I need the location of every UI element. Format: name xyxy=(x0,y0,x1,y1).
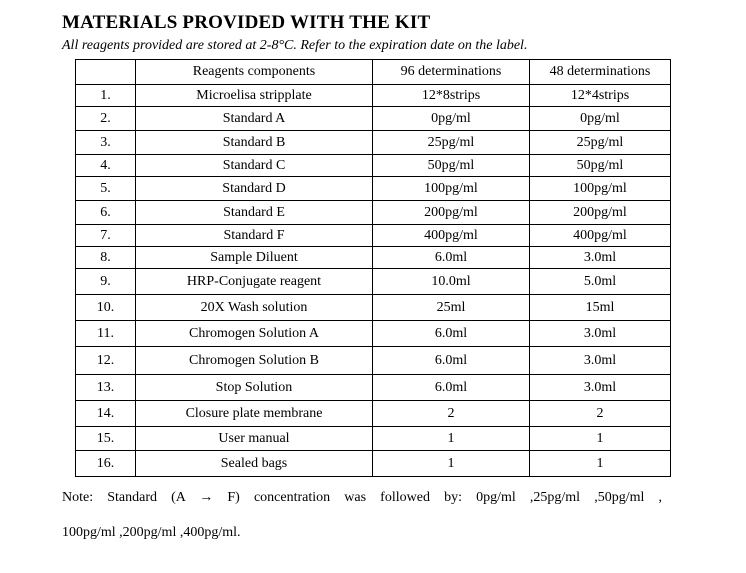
determination-48-cell: 1 xyxy=(530,451,671,477)
header-reagents-components: Reagents components xyxy=(136,60,373,85)
determination-96-cell: 12*8strips xyxy=(373,85,530,107)
reagent-name-cell: HRP-Conjugate reagent xyxy=(136,269,373,295)
header-96-determinations: 96 determinations xyxy=(373,60,530,85)
row-number-cell: 3. xyxy=(76,131,136,155)
determination-96-cell: 25pg/ml xyxy=(373,131,530,155)
determination-48-cell: 3.0ml xyxy=(530,347,671,375)
row-number-cell: 11. xyxy=(76,321,136,347)
row-number-cell: 12. xyxy=(76,347,136,375)
reagent-name-cell: Sample Diluent xyxy=(136,247,373,269)
header-number xyxy=(76,60,136,85)
table-row xyxy=(76,269,671,295)
row-number-cell: 8. xyxy=(76,247,136,269)
determination-96-cell: 6.0ml xyxy=(373,321,530,347)
table-row xyxy=(76,295,671,321)
table-row xyxy=(76,347,671,375)
determination-96-cell: 50pg/ml xyxy=(373,155,530,177)
reagent-name-cell: Chromogen Solution A xyxy=(136,321,373,347)
reagent-name-cell: Standard C xyxy=(136,155,373,177)
page-title: MATERIALS PROVIDED WITH THE KIT xyxy=(62,12,431,33)
row-number-cell: 9. xyxy=(76,269,136,295)
determination-48-cell: 3.0ml xyxy=(530,375,671,401)
reagent-name-cell: Standard A xyxy=(136,107,373,131)
determination-48-cell: 3.0ml xyxy=(530,247,671,269)
row-number-cell: 13. xyxy=(76,375,136,401)
table-row xyxy=(76,107,671,131)
row-number-cell: 16. xyxy=(76,451,136,477)
reagent-name-cell: Microelisa stripplate xyxy=(136,85,373,107)
table-row xyxy=(76,401,671,427)
table-row xyxy=(76,177,671,201)
table-body xyxy=(76,85,671,477)
determination-96-cell: 400pg/ml xyxy=(373,225,530,247)
reagent-name-cell: Sealed bags xyxy=(136,451,373,477)
reagent-name-cell: Closure plate membrane xyxy=(136,401,373,427)
row-number-cell: 5. xyxy=(76,177,136,201)
reagent-name-cell: User manual xyxy=(136,427,373,451)
row-number-cell: 7. xyxy=(76,225,136,247)
note-line-1: Note: Standard (A → F) concentration was followed by: 0pg/ml ,25pg/ml ,50pg/ml , xyxy=(62,490,662,505)
table-row xyxy=(76,131,671,155)
reagent-name-cell: Standard B xyxy=(136,131,373,155)
determination-96-cell: 100pg/ml xyxy=(373,177,530,201)
table-row xyxy=(76,225,671,247)
table-row xyxy=(76,321,671,347)
row-number-cell: 1. xyxy=(76,85,136,107)
table-row xyxy=(76,451,671,477)
determination-96-cell: 6.0ml xyxy=(373,347,530,375)
determination-96-cell: 10.0ml xyxy=(373,269,530,295)
row-number-cell: 4. xyxy=(76,155,136,177)
determination-48-cell: 3.0ml xyxy=(530,321,671,347)
row-number-cell: 10. xyxy=(76,295,136,321)
determination-96-cell: 1 xyxy=(373,451,530,477)
determination-48-cell: 2 xyxy=(530,401,671,427)
table-row xyxy=(76,155,671,177)
table-row xyxy=(76,85,671,107)
determination-96-cell: 1 xyxy=(373,427,530,451)
storage-subtitle: All reagents provided are stored at 2-8°C. Refer to the expiration date on the label. xyxy=(62,38,528,53)
note-line-2: 100pg/ml ,200pg/ml ,400pg/ml. xyxy=(62,525,241,540)
table-row xyxy=(76,427,671,451)
table-row xyxy=(76,247,671,269)
determination-96-cell: 200pg/ml xyxy=(373,201,530,225)
row-number-cell: 2. xyxy=(76,107,136,131)
determination-48-cell: 1 xyxy=(530,427,671,451)
materials-table xyxy=(75,59,671,477)
reagent-name-cell: Stop Solution xyxy=(136,375,373,401)
table-row xyxy=(76,201,671,225)
row-number-cell: 15. xyxy=(76,427,136,451)
determination-48-cell: 400pg/ml xyxy=(530,225,671,247)
table-header-row xyxy=(76,60,671,85)
determination-48-cell: 5.0ml xyxy=(530,269,671,295)
determination-96-cell: 25ml xyxy=(373,295,530,321)
determination-96-cell: 2 xyxy=(373,401,530,427)
reagent-name-cell: Standard D xyxy=(136,177,373,201)
reagent-name-cell: 20X Wash solution xyxy=(136,295,373,321)
determination-48-cell: 25pg/ml xyxy=(530,131,671,155)
determination-96-cell: 6.0ml xyxy=(373,375,530,401)
row-number-cell: 6. xyxy=(76,201,136,225)
determination-48-cell: 12*4strips xyxy=(530,85,671,107)
determination-48-cell: 0pg/ml xyxy=(530,107,671,131)
reagent-name-cell: Standard F xyxy=(136,225,373,247)
header-48-determinations: 48 determinations xyxy=(530,60,671,85)
reagent-name-cell: Chromogen Solution B xyxy=(136,347,373,375)
determination-48-cell: 200pg/ml xyxy=(530,201,671,225)
determination-48-cell: 100pg/ml xyxy=(530,177,671,201)
determination-96-cell: 0pg/ml xyxy=(373,107,530,131)
determination-96-cell: 6.0ml xyxy=(373,247,530,269)
table-row xyxy=(76,375,671,401)
determination-48-cell: 15ml xyxy=(530,295,671,321)
row-number-cell: 14. xyxy=(76,401,136,427)
determination-48-cell: 50pg/ml xyxy=(530,155,671,177)
reagent-name-cell: Standard E xyxy=(136,201,373,225)
